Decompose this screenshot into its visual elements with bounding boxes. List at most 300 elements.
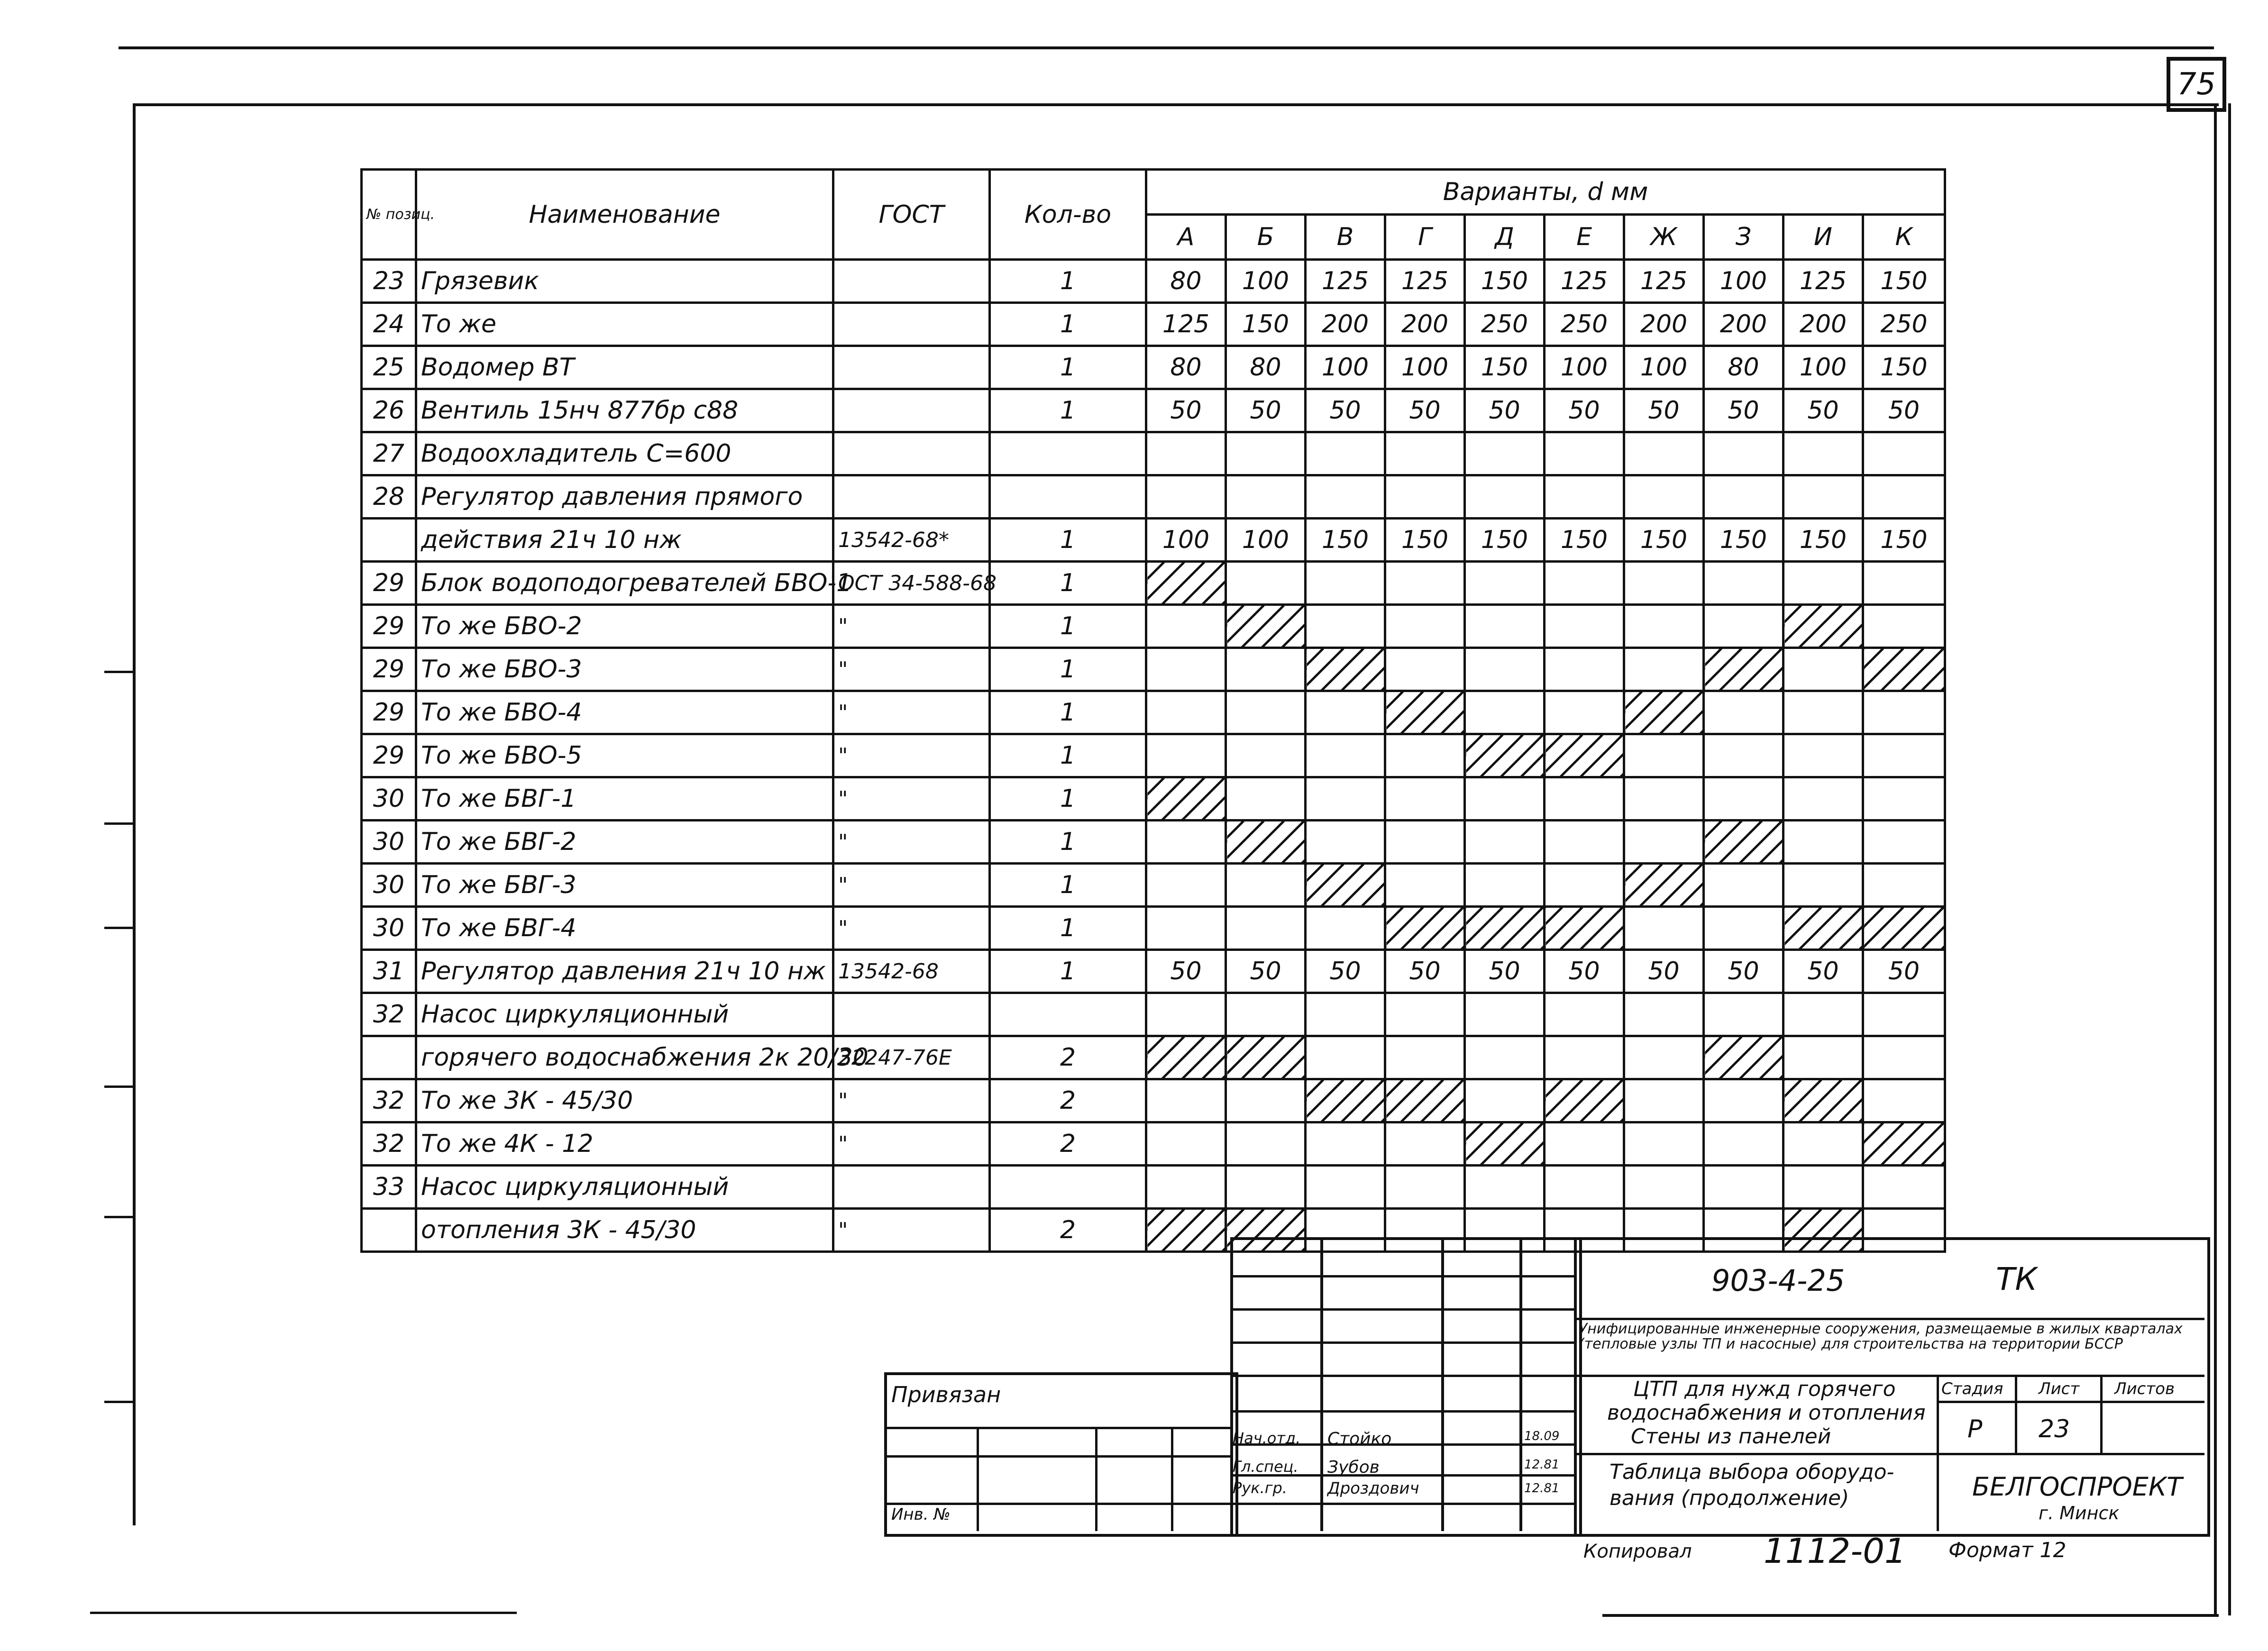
row-item-name: То же БВО-4 <box>416 691 833 734</box>
row-variant-value <box>1863 907 1945 950</box>
row-position-number: 29 <box>362 648 416 691</box>
row-gost: 22247-76Е <box>833 1036 990 1079</box>
inv-label: Инв. № <box>891 1505 951 1524</box>
row-variant-value <box>1704 1122 1783 1166</box>
row-gost: 13542-68 <box>833 950 990 993</box>
row-variant-value: 80 <box>1146 346 1226 389</box>
row-variant-value: 125 <box>1306 260 1385 303</box>
row-variant-value: 100 <box>1783 346 1863 389</box>
row-variant-value <box>1465 1036 1545 1079</box>
row-variant-value <box>1385 993 1465 1036</box>
row-variant-value: 50 <box>1146 389 1226 432</box>
bottom-cut-line <box>90 1612 517 1614</box>
row-variant-value: 50 <box>1146 950 1226 993</box>
sheet-title-2: вания (продолжение) <box>1610 1486 1849 1510</box>
row-item-name: То же 3К - 45/30 <box>416 1079 833 1122</box>
row-item-name: Блок водоподогревателей БВО-1 <box>416 562 833 605</box>
footer-number: 1112-01 <box>1764 1531 1906 1571</box>
row-variant-value <box>1545 907 1624 950</box>
row-variant-value <box>1783 1079 1863 1122</box>
row-quantity: 1 <box>990 864 1146 907</box>
row-position-number: 25 <box>362 346 416 389</box>
row-variant-value <box>1783 432 1863 475</box>
row-variant-value: 150 <box>1465 346 1545 389</box>
table-row <box>362 907 1945 950</box>
row-variant-value <box>1385 821 1465 864</box>
row-item-name: Насос циркуляционный <box>416 1166 833 1209</box>
row-variant-value <box>1704 1079 1783 1122</box>
row-variant-value <box>1545 1079 1624 1122</box>
row-quantity <box>990 1166 1146 1209</box>
row-position-number <box>362 519 416 562</box>
header-name: Наименование <box>416 170 833 260</box>
row-variant-value <box>1306 777 1385 821</box>
row-variant-value: 50 <box>1863 389 1945 432</box>
frame-left <box>133 103 136 1525</box>
margin-tick <box>104 1216 133 1218</box>
row-item-name: отопления 3К - 45/30 <box>416 1209 833 1252</box>
row-variant-value <box>1306 1122 1385 1166</box>
row-variant-value: 80 <box>1146 260 1226 303</box>
row-variant-value <box>1783 907 1863 950</box>
row-position-number: 29 <box>362 691 416 734</box>
row-gost: " <box>833 821 990 864</box>
row-variant-value <box>1545 605 1624 648</box>
row-variant-value <box>1385 1036 1465 1079</box>
row-variant-value <box>1146 1079 1226 1122</box>
row-quantity: 1 <box>990 950 1146 993</box>
row-variant-value <box>1226 821 1306 864</box>
signer-date-3: 12.81 <box>1524 1481 1560 1496</box>
row-variant-value <box>1863 648 1945 691</box>
signer-date-2: 12.81 <box>1524 1458 1560 1472</box>
row-item-name: То же БВГ-2 <box>416 821 833 864</box>
signer-name-2: Зубов <box>1327 1458 1380 1477</box>
sig-row <box>1230 1503 1576 1505</box>
row-variant-value: 100 <box>1545 346 1624 389</box>
row-item-name: действия 21ч 10 нж <box>416 519 833 562</box>
row-variant-value <box>1783 475 1863 519</box>
row-variant-value <box>1783 864 1863 907</box>
table-row <box>362 346 1945 389</box>
row-position-number: 32 <box>362 1122 416 1166</box>
row-variant-value <box>1385 432 1465 475</box>
row-variant-value: 250 <box>1465 303 1545 346</box>
tb-subrow <box>1937 1401 2204 1403</box>
row-variant-value <box>1306 605 1385 648</box>
sig-col <box>1441 1237 1444 1531</box>
footer-format: Формат 12 <box>1948 1538 2067 1562</box>
tb-row <box>1574 1453 2204 1455</box>
row-variant-value <box>1306 734 1385 777</box>
row-variant-value <box>1306 432 1385 475</box>
row-position-number: 23 <box>362 260 416 303</box>
frame-right <box>2214 103 2217 1615</box>
row-variant-value: 150 <box>1624 519 1704 562</box>
row-variant-value: 150 <box>1863 346 1945 389</box>
row-variant-value <box>1146 562 1226 605</box>
row-item-name: Водомер ВТ <box>416 346 833 389</box>
variant-letter: Д <box>1465 215 1545 260</box>
row-position-number: 30 <box>362 777 416 821</box>
table-row <box>362 864 1945 907</box>
variant-letter: К <box>1863 215 1945 260</box>
row-variant-value <box>1146 1122 1226 1166</box>
row-variant-value <box>1863 432 1945 475</box>
row-variant-value: 80 <box>1704 346 1783 389</box>
row-variant-value <box>1226 1079 1306 1122</box>
row-quantity: 1 <box>990 648 1146 691</box>
row-quantity: 1 <box>990 346 1146 389</box>
row-variant-value <box>1306 1166 1385 1209</box>
table-row <box>362 1166 1945 1209</box>
row-variant-value: 200 <box>1704 303 1783 346</box>
variant-letter: В <box>1306 215 1385 260</box>
series-title: Унифицированные инженерные сооружения, размещаемые в жилых кварталах (тепловые узлы ТП и насосные) для строительства на территории БССР <box>1579 1321 2183 1352</box>
row-variant-value <box>1863 691 1945 734</box>
row-variant-value <box>1465 821 1545 864</box>
row-gost: " <box>833 907 990 950</box>
row-variant-value <box>1624 1166 1704 1209</box>
row-variant-value <box>1863 1122 1945 1166</box>
footer-copied: Копировал <box>1583 1541 1692 1562</box>
row-variant-value <box>1704 562 1783 605</box>
row-variant-value <box>1385 777 1465 821</box>
table-row <box>362 950 1945 993</box>
bound-col <box>1095 1427 1097 1531</box>
row-variant-value <box>1385 605 1465 648</box>
row-variant-value: 50 <box>1226 389 1306 432</box>
tb-col <box>2015 1375 2017 1453</box>
frame-right-2 <box>2228 103 2231 1615</box>
row-variant-value <box>1146 1166 1226 1209</box>
row-variant-value <box>1385 907 1465 950</box>
row-variant-value <box>1545 821 1624 864</box>
row-variant-value <box>1385 1122 1465 1166</box>
header-qty: Кол-во <box>990 170 1146 260</box>
stage-label: Стадия <box>1941 1379 2003 1398</box>
stage-value: Р <box>1967 1415 1983 1443</box>
row-variant-value <box>1783 734 1863 777</box>
row-variant-value <box>1863 1036 1945 1079</box>
row-variant-value <box>1624 864 1704 907</box>
row-quantity: 2 <box>990 1122 1146 1166</box>
row-variant-value: 50 <box>1624 389 1704 432</box>
tb-row <box>1574 1318 2204 1320</box>
table-row <box>362 648 1945 691</box>
row-variant-value: 125 <box>1146 303 1226 346</box>
row-variant-value: 150 <box>1465 260 1545 303</box>
row-quantity <box>990 993 1146 1036</box>
row-variant-value <box>1704 993 1783 1036</box>
table-row <box>362 519 1945 562</box>
row-variant-value <box>1465 1122 1545 1166</box>
row-variant-value <box>1226 993 1306 1036</box>
row-gost: " <box>833 734 990 777</box>
row-variant-value <box>1385 734 1465 777</box>
row-item-name: Насос циркуляционный <box>416 993 833 1036</box>
row-position-number: 30 <box>362 907 416 950</box>
row-variant-value <box>1863 562 1945 605</box>
row-variant-value: 250 <box>1545 303 1624 346</box>
signer-role-3: Рук.гр. <box>1233 1479 1288 1497</box>
row-variant-value: 50 <box>1465 950 1545 993</box>
row-variant-value <box>1545 691 1624 734</box>
row-variant-value <box>1385 562 1465 605</box>
table-row <box>362 777 1945 821</box>
row-position-number <box>362 1036 416 1079</box>
row-variant-value <box>1226 1166 1306 1209</box>
row-variant-value <box>1146 648 1226 691</box>
row-variant-value: 100 <box>1226 260 1306 303</box>
row-gost <box>833 346 990 389</box>
row-variant-value <box>1545 562 1624 605</box>
row-gost: " <box>833 691 990 734</box>
bound-label: Привязан <box>891 1382 1001 1407</box>
row-quantity: 1 <box>990 777 1146 821</box>
sig-row <box>1230 1275 1576 1277</box>
row-position-number: 29 <box>362 734 416 777</box>
row-variant-value <box>1226 1122 1306 1166</box>
row-quantity: 1 <box>990 519 1146 562</box>
table-row <box>362 1122 1945 1166</box>
signer-name-1: Стойко <box>1327 1429 1392 1449</box>
row-variant-value: 50 <box>1465 389 1545 432</box>
row-item-name: То же БВГ-4 <box>416 907 833 950</box>
table-row <box>362 562 1945 605</box>
org-name: БЕЛГОСПРОЕКТ <box>1972 1472 2183 1502</box>
row-variant-value: 100 <box>1704 260 1783 303</box>
row-gost <box>833 260 990 303</box>
row-item-name: Вентиль 15нч 877бр с88 <box>416 389 833 432</box>
row-variant-value: 50 <box>1624 950 1704 993</box>
row-variant-value <box>1465 432 1545 475</box>
header-gost: ГОСТ <box>833 170 990 260</box>
row-variant-value <box>1624 605 1704 648</box>
row-variant-value <box>1704 475 1783 519</box>
row-variant-value <box>1863 864 1945 907</box>
row-variant-value <box>1146 993 1226 1036</box>
row-variant-value <box>1704 648 1783 691</box>
doc-code: 903-4-25 <box>1711 1263 1845 1298</box>
row-variant-value <box>1146 864 1226 907</box>
row-variant-value <box>1146 1036 1226 1079</box>
row-variant-value: 100 <box>1306 346 1385 389</box>
table-row <box>362 993 1945 1036</box>
row-variant-value: 100 <box>1226 519 1306 562</box>
row-item-name: То же БВО-2 <box>416 605 833 648</box>
variant-letter: Г <box>1385 215 1465 260</box>
row-variant-value <box>1863 1079 1945 1122</box>
sig-row <box>1230 1375 1576 1377</box>
row-variant-value <box>1704 734 1783 777</box>
row-variant-value: 50 <box>1545 389 1624 432</box>
table-row <box>362 1036 1945 1079</box>
row-variant-value <box>1704 691 1783 734</box>
variant-letter: И <box>1783 215 1863 260</box>
row-variant-value <box>1545 1036 1624 1079</box>
row-quantity: 2 <box>990 1209 1146 1252</box>
row-variant-value <box>1465 605 1545 648</box>
margin-tick <box>104 671 133 673</box>
row-variant-value: 150 <box>1704 519 1783 562</box>
row-item-name: Водоохладитель С=600 <box>416 432 833 475</box>
row-variant-value <box>1704 432 1783 475</box>
row-variant-value <box>1465 734 1545 777</box>
row-variant-value <box>1385 648 1465 691</box>
row-variant-value <box>1783 562 1863 605</box>
row-variant-value <box>1306 907 1385 950</box>
row-position-number: 28 <box>362 475 416 519</box>
row-quantity: 1 <box>990 907 1146 950</box>
row-variant-value <box>1783 777 1863 821</box>
margin-tick <box>104 1401 133 1403</box>
table-row <box>362 432 1945 475</box>
row-variant-value <box>1146 821 1226 864</box>
row-variant-value: 50 <box>1783 389 1863 432</box>
table-row <box>362 475 1945 519</box>
row-variant-value <box>1624 734 1704 777</box>
row-quantity <box>990 432 1146 475</box>
org-city: г. Минск <box>2039 1503 2120 1523</box>
table-row <box>362 821 1945 864</box>
row-variant-value <box>1306 562 1385 605</box>
sig-row <box>1230 1341 1576 1344</box>
row-item-name: То же БВГ-1 <box>416 777 833 821</box>
row-quantity: 1 <box>990 389 1146 432</box>
row-variant-value: 50 <box>1385 389 1465 432</box>
row-position-number: 32 <box>362 1079 416 1122</box>
row-variant-value <box>1465 864 1545 907</box>
row-variant-value <box>1624 1079 1704 1122</box>
row-quantity <box>990 475 1146 519</box>
row-variant-value <box>1545 864 1624 907</box>
row-item-name: То же <box>416 303 833 346</box>
row-variant-value <box>1624 1122 1704 1166</box>
bound-row <box>884 1427 1233 1429</box>
header-variants: Варианты, d мм <box>1146 170 1945 215</box>
variant-letter: З <box>1704 215 1783 260</box>
row-item-name: То же БВО-3 <box>416 648 833 691</box>
row-variant-value <box>1465 1079 1545 1122</box>
row-variant-value: 150 <box>1385 519 1465 562</box>
row-variant-value <box>1704 821 1783 864</box>
row-variant-value: 150 <box>1863 260 1945 303</box>
row-quantity: 1 <box>990 303 1146 346</box>
page-number: 75 <box>2167 57 2226 112</box>
sheets-label: Листов <box>2114 1379 2175 1398</box>
row-variant-value <box>1306 821 1385 864</box>
row-variant-value <box>1306 864 1385 907</box>
row-variant-value <box>1783 1122 1863 1166</box>
row-variant-value <box>1306 475 1385 519</box>
row-variant-value <box>1306 1079 1385 1122</box>
bound-col <box>977 1427 979 1531</box>
row-variant-value <box>1465 1166 1545 1209</box>
row-variant-value <box>1545 777 1624 821</box>
row-variant-value <box>1624 907 1704 950</box>
header-num: № позиц. <box>362 170 416 260</box>
row-item-name: Грязевик <box>416 260 833 303</box>
row-variant-value: 150 <box>1226 303 1306 346</box>
row-variant-value <box>1783 1166 1863 1209</box>
variant-letter: Ж <box>1624 215 1704 260</box>
variant-letter: А <box>1146 215 1226 260</box>
row-item-name: горячего водоснабжения 2к 20/30 <box>416 1036 833 1079</box>
tb-col <box>2100 1375 2103 1453</box>
bound-row <box>884 1455 1233 1458</box>
row-variant-value: 150 <box>1306 519 1385 562</box>
row-variant-value <box>1385 1079 1465 1122</box>
row-variant-value: 50 <box>1306 950 1385 993</box>
row-variant-value <box>1385 691 1465 734</box>
row-position-number: 33 <box>362 1166 416 1209</box>
variant-letter: Б <box>1226 215 1306 260</box>
row-variant-value: 100 <box>1624 346 1704 389</box>
row-item-name: Регулятор давления прямого <box>416 475 833 519</box>
frame-bottom <box>1602 1614 2219 1617</box>
row-variant-value <box>1783 648 1863 691</box>
row-variant-value <box>1624 691 1704 734</box>
row-variant-value <box>1146 475 1226 519</box>
row-variant-value <box>1545 734 1624 777</box>
row-variant-value <box>1545 648 1624 691</box>
bound-col <box>1171 1427 1173 1531</box>
row-gost <box>833 993 990 1036</box>
row-variant-value: 50 <box>1783 950 1863 993</box>
row-variant-value <box>1624 562 1704 605</box>
row-variant-value: 150 <box>1545 519 1624 562</box>
row-variant-value: 250 <box>1863 303 1945 346</box>
row-variant-value <box>1465 907 1545 950</box>
row-variant-value <box>1385 475 1465 519</box>
row-position-number: 31 <box>362 950 416 993</box>
row-variant-value <box>1385 864 1465 907</box>
row-variant-value <box>1783 993 1863 1036</box>
row-variant-value: 80 <box>1226 346 1306 389</box>
row-variant-value <box>1783 605 1863 648</box>
row-variant-value <box>1863 475 1945 519</box>
row-variant-value <box>1704 1166 1783 1209</box>
row-quantity: 2 <box>990 1079 1146 1122</box>
row-variant-value <box>1465 777 1545 821</box>
row-variant-value: 125 <box>1624 260 1704 303</box>
row-quantity: 1 <box>990 562 1146 605</box>
row-variant-value: 200 <box>1385 303 1465 346</box>
top-cut-line <box>119 46 2214 49</box>
row-variant-value <box>1545 1166 1624 1209</box>
signer-date-1: 18.09 <box>1524 1429 1560 1443</box>
row-gost: ОСТ 34-588-68 <box>833 562 990 605</box>
row-variant-value <box>1226 432 1306 475</box>
row-position-number: 27 <box>362 432 416 475</box>
row-variant-value <box>1226 907 1306 950</box>
table-row <box>362 734 1945 777</box>
row-position-number: 29 <box>362 562 416 605</box>
row-variant-value <box>1465 562 1545 605</box>
row-item-name: То же БВО-5 <box>416 734 833 777</box>
row-variant-value: 100 <box>1385 346 1465 389</box>
row-variant-value <box>1146 605 1226 648</box>
row-variant-value <box>1146 691 1226 734</box>
signer-name-3: Дроздович <box>1327 1479 1419 1498</box>
row-gost: " <box>833 777 990 821</box>
row-variant-value <box>1863 605 1945 648</box>
row-quantity: 1 <box>990 605 1146 648</box>
variant-letter: Е <box>1545 215 1624 260</box>
row-variant-value <box>1146 432 1226 475</box>
row-variant-value <box>1863 777 1945 821</box>
